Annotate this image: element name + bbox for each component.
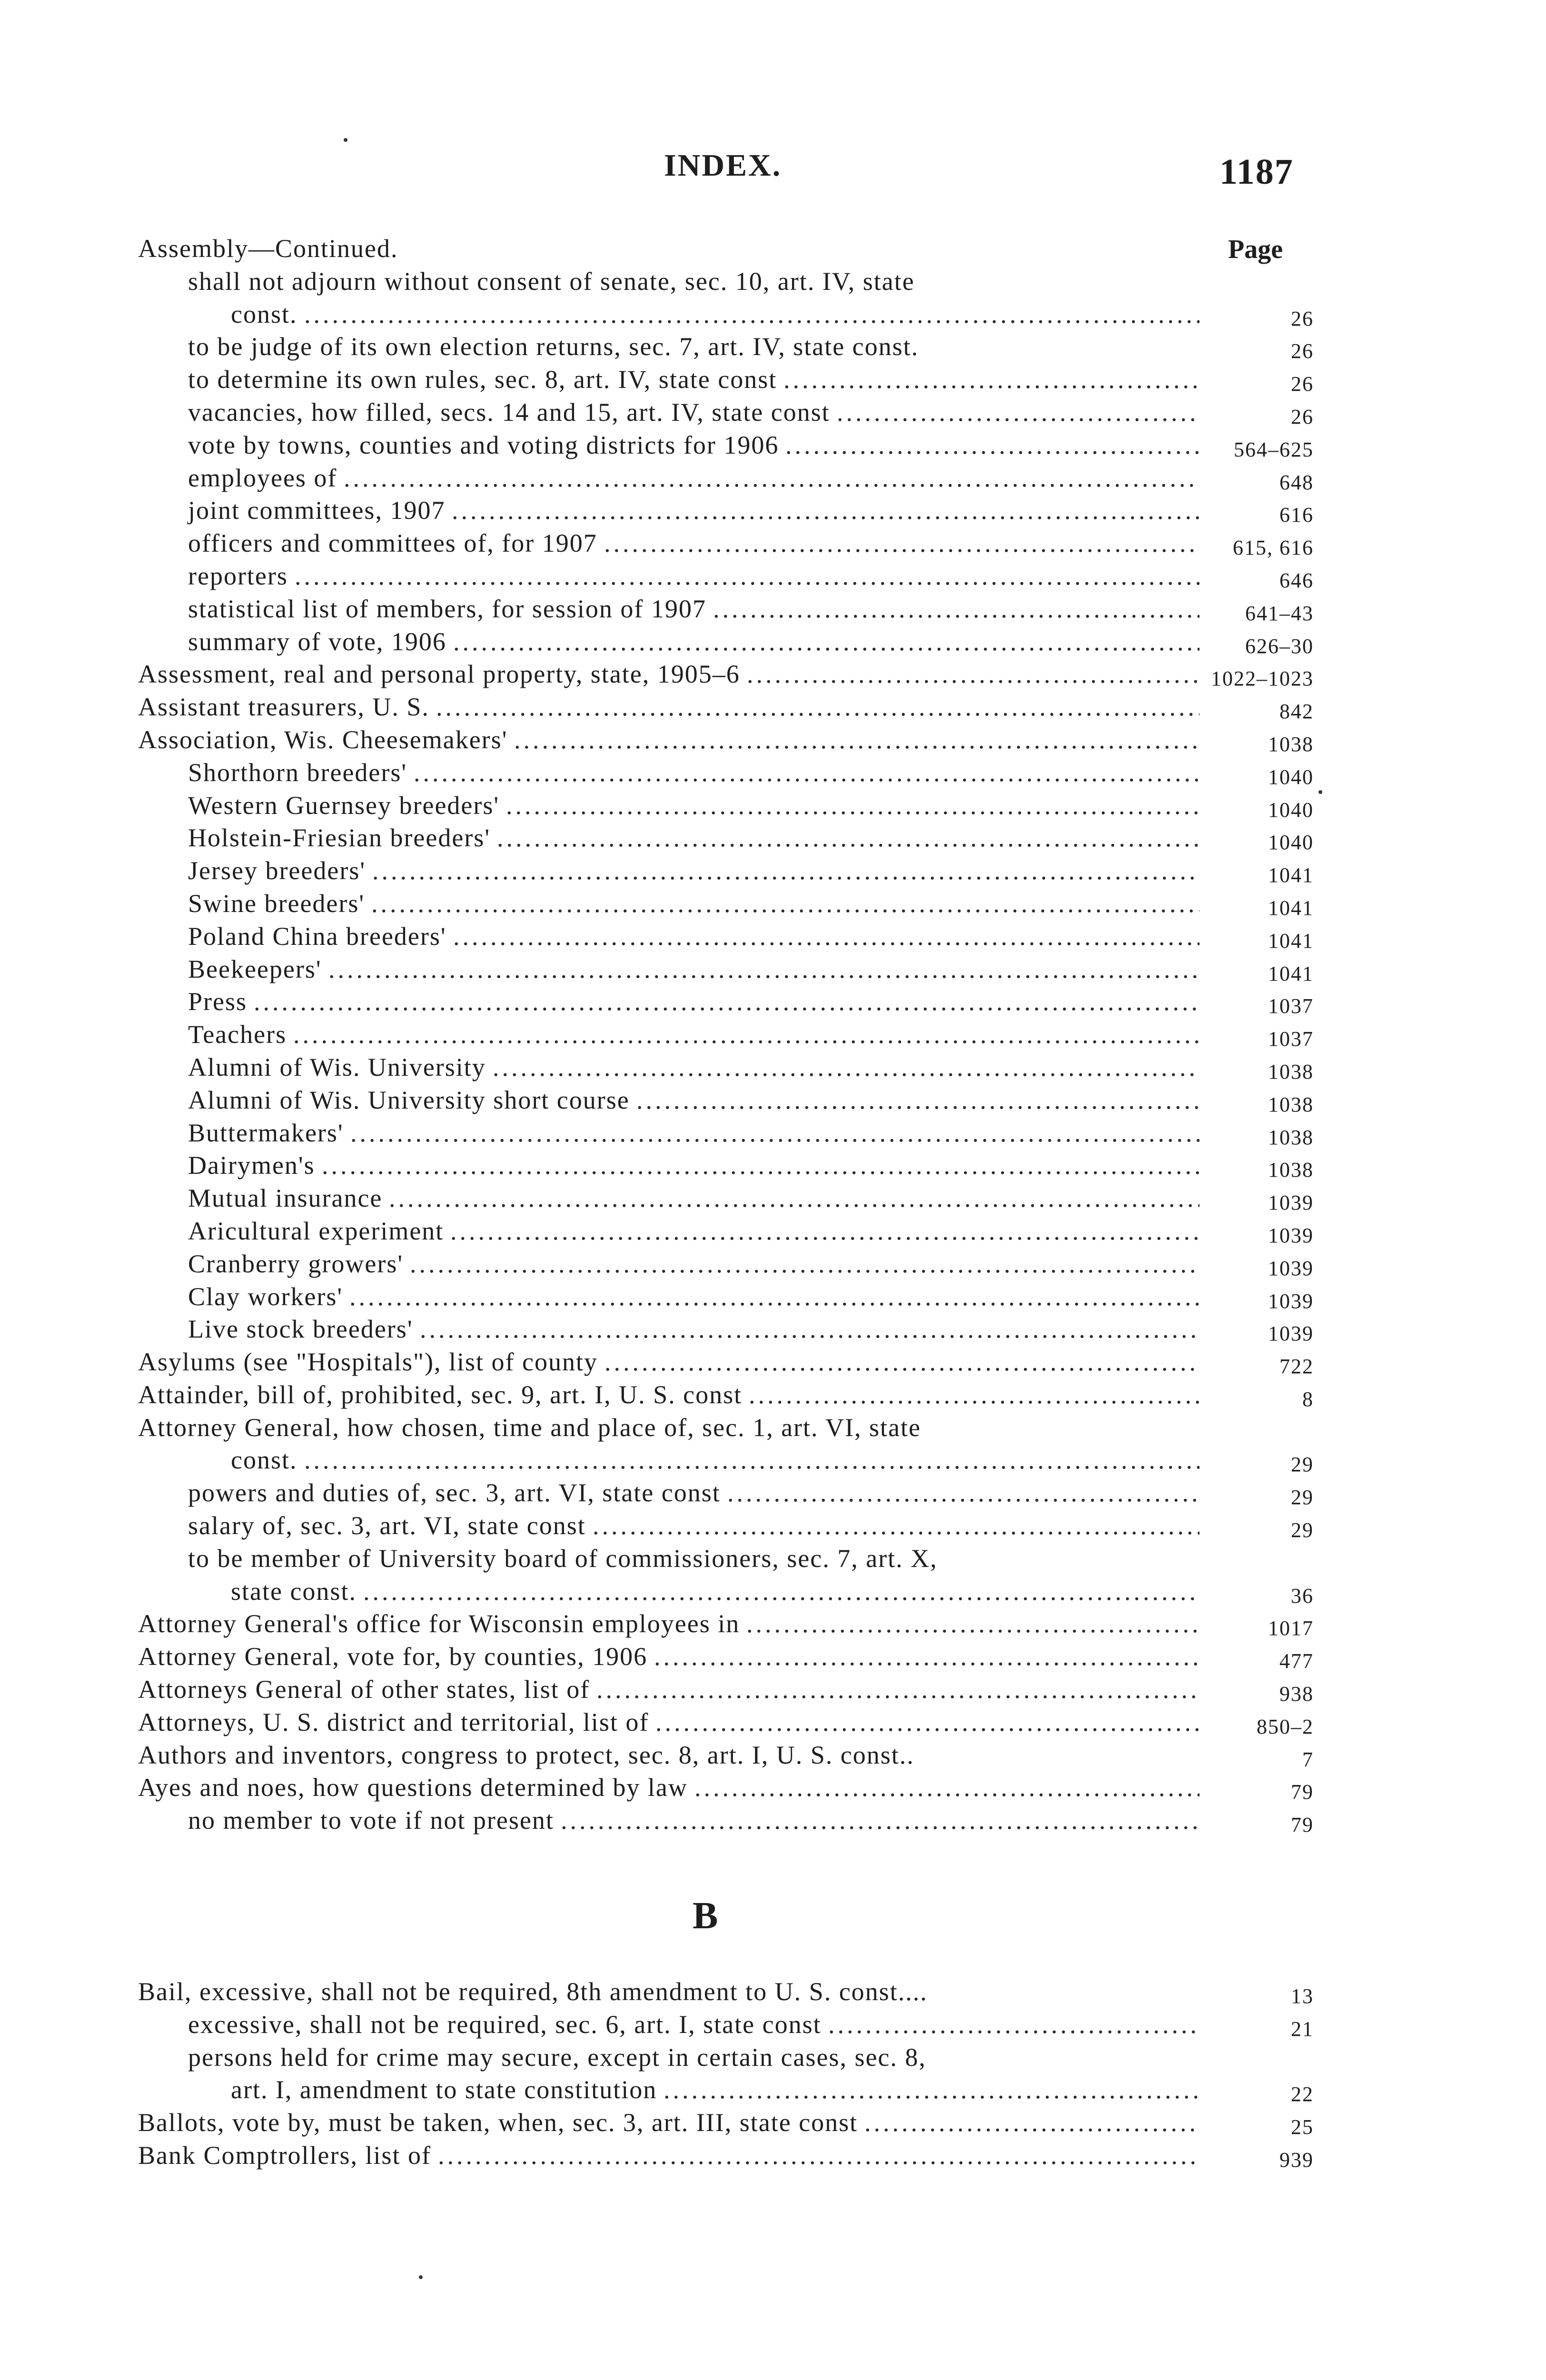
dot-leader: [561, 1804, 1199, 1837]
dot-leader: [350, 1117, 1199, 1150]
entry-text: Attorney General, how chosen, time and place of, sec. 1, art. VI, state: [138, 1413, 921, 1442]
entry-text: state const.: [231, 1577, 357, 1606]
index-entry: [138, 1248, 1318, 1280]
entry-page-ref: 850–2: [1257, 1715, 1314, 1738]
entry-page-ref: 1038: [1268, 1060, 1314, 1083]
dot-leader: [372, 854, 1199, 887]
dot-leader: [493, 1051, 1199, 1084]
index-entry: [138, 887, 1318, 920]
dot-leader: [389, 1182, 1199, 1215]
dot-leader: [450, 1215, 1199, 1248]
entry-page-ref: 646: [1279, 568, 1314, 592]
index-entry: [138, 1346, 1318, 1378]
entry-text: excessive, shall not be required, sec. 6, art. I, state const: [188, 2010, 822, 2039]
entry-page-ref: 36: [1291, 1584, 1314, 1607]
dot-leader: [349, 1280, 1199, 1313]
entry-text: Teachers: [188, 1020, 287, 1049]
entry-text: Assessment, real and personal property, state, 1905–6: [138, 660, 740, 689]
index-entry: [138, 2041, 1318, 2074]
entry-text: statistical list of members, for session of 1907: [188, 594, 706, 623]
index-entry: [138, 593, 1318, 625]
dot-leader: [713, 593, 1199, 625]
entry-text: Ballots, vote by, must be taken, when, sec. 3, art. III, state const: [138, 2108, 858, 2137]
page-number: 1187: [1219, 152, 1294, 192]
dot-leader: [664, 2073, 1199, 2106]
entry-page-ref: 1041: [1268, 929, 1314, 952]
dot-leader: [304, 298, 1199, 331]
entry-page-ref: 1039: [1268, 1191, 1314, 1215]
entry-text: Cranberry growers': [188, 1249, 404, 1278]
dot-leader: [727, 1477, 1199, 1509]
entry-page-ref: 1041: [1268, 863, 1314, 887]
entry-page-ref: 1022–1023: [1211, 667, 1314, 691]
entry-text: Alumni of Wis. University short course: [188, 1085, 630, 1114]
dot-leader: [453, 920, 1199, 953]
dot-leader: [654, 1640, 1199, 1673]
index-entry: [138, 1149, 1318, 1182]
entry-page-ref: 1039: [1268, 1289, 1314, 1313]
index-entry: [138, 527, 1318, 560]
entry-page-ref: 1038: [1268, 1125, 1314, 1149]
index-entry: [138, 953, 1318, 986]
entry-page-ref: 26: [1291, 405, 1314, 428]
entry-text: joint committees, 1907: [188, 496, 446, 525]
entry-page-ref: 26: [1291, 339, 1314, 363]
section-letter-b: B: [693, 1895, 718, 1937]
entry-text: salary of, sec. 3, art. VI, state const: [188, 1511, 586, 1540]
entry-page-ref: 939: [1279, 2148, 1314, 2172]
entry-page-ref: 1040: [1268, 798, 1314, 822]
entry-text: Holstein-Friesian breeders': [188, 823, 491, 853]
entry-text: Live stock breeders': [188, 1315, 413, 1344]
index-entry: [138, 560, 1318, 593]
entry-page-ref: 1017: [1268, 1616, 1314, 1640]
entry-page-ref: 648: [1279, 470, 1314, 494]
entry-text: no member to vote if not present: [188, 1806, 554, 1835]
entry-text: Alumni of Wis. University: [188, 1052, 486, 1081]
entry-text: Attainder, bill of, prohibited, sec. 9, art. I, U. S. const: [138, 1380, 743, 1409]
entry-page-ref: 615, 616: [1233, 536, 1314, 560]
dot-leader: [837, 396, 1199, 429]
entry-page-ref: 641–43: [1245, 601, 1314, 625]
entry-text: const.: [231, 1446, 297, 1475]
index-entry: [138, 2073, 1318, 2106]
dot-leader: [694, 1771, 1199, 1804]
entry-text: Attorneys General of other states, list of: [138, 1675, 590, 1704]
index-entry: [138, 1477, 1318, 1509]
dot-leader: [344, 462, 1199, 495]
entry-text: reporters: [188, 561, 288, 590]
entry-page-ref: 626–30: [1245, 634, 1314, 658]
index-entry: [138, 2008, 1318, 2041]
index-entry: [138, 1771, 1318, 1804]
dot-leader: [295, 560, 1199, 593]
index-entry: [138, 2139, 1318, 2172]
paper-speck: [344, 138, 347, 142]
dot-leader: [783, 363, 1199, 396]
entry-text: Asylums (see "Hospitals"), list of county: [138, 1348, 598, 1377]
entry-text: shall not adjourn without consent of senate, sec. 10, art. IV, state: [188, 267, 915, 296]
entry-page-ref: 1041: [1268, 962, 1314, 985]
entry-text: Attorneys, U. S. district and territorial, list of: [138, 1707, 649, 1736]
entry-page-ref: 1038: [1268, 1092, 1314, 1116]
entry-text: art. I, amendment to state constitution: [231, 2075, 657, 2104]
dot-leader: [655, 1706, 1199, 1739]
index-entry: [138, 1411, 1318, 1444]
index-entry: [138, 756, 1318, 789]
entry-page-ref: 79: [1291, 1780, 1314, 1804]
dot-leader: [436, 691, 1199, 724]
index-entry: [138, 985, 1318, 1018]
entry-page-ref: 1040: [1268, 765, 1314, 789]
entry-text: persons held for crime may secure, except in certain cases, sec. 8,: [188, 2043, 926, 2072]
index-entry: [138, 265, 1318, 298]
index-entry: [138, 1607, 1318, 1640]
entry-text: powers and duties of, sec. 3, art. VI, state const: [188, 1478, 721, 1507]
index-entry: [138, 1444, 1318, 1477]
dot-leader: [293, 1018, 1199, 1051]
index-entry: [138, 1640, 1318, 1673]
dot-leader: [363, 1575, 1199, 1608]
index-entry: [138, 1378, 1318, 1411]
index-entry: [138, 625, 1318, 658]
entry-text: Mutual insurance: [188, 1184, 383, 1213]
entry-text: Aricultural experiment: [188, 1216, 444, 1245]
dot-leader: [497, 822, 1199, 854]
entry-page-ref: 29: [1291, 1518, 1314, 1542]
dot-leader: [605, 1346, 1199, 1378]
entry-page-ref: 842: [1279, 700, 1314, 724]
entry-text: Assembly—Continued.: [138, 234, 398, 263]
dot-leader: [453, 625, 1199, 658]
entry-text: Dairymen's: [188, 1151, 315, 1180]
index-entry: [138, 1739, 1318, 1772]
entry-page-ref: 21: [1291, 2017, 1314, 2041]
entry-page-ref: 616: [1279, 503, 1314, 527]
index-entry: [138, 1542, 1318, 1575]
index-entry: [138, 2106, 1318, 2139]
index-entry: [138, 691, 1318, 724]
entry-text: Press: [188, 987, 248, 1016]
entry-page-ref: 1039: [1268, 1256, 1314, 1280]
index-entries-b: [138, 1975, 1318, 2172]
entry-text: Bail, excessive, shall not be required, 8th amendment to U. S. const....: [138, 1977, 928, 2006]
dot-leader: [604, 527, 1199, 560]
entry-page-ref: 22: [1291, 2082, 1314, 2106]
index-entry: [138, 854, 1318, 887]
entry-text: officers and committees of, for 1907: [188, 529, 597, 558]
index-entries-a: [138, 232, 1318, 1837]
dot-leader: [371, 887, 1199, 920]
entry-text: Clay workers': [188, 1282, 343, 1311]
entry-page-ref: 1039: [1268, 1322, 1314, 1346]
entry-page-ref: 26: [1291, 372, 1314, 396]
index-entry: [138, 462, 1318, 495]
entry-text: const.: [231, 299, 297, 328]
entry-page-ref: 1041: [1268, 896, 1314, 920]
entry-text: to determine its own rules, sec. 8, art. IV, state const: [188, 365, 777, 394]
entry-text: Jersey breeders': [188, 856, 366, 885]
index-entry: [138, 429, 1318, 462]
index-entry: [138, 1051, 1318, 1084]
index-entry: [138, 724, 1318, 756]
entry-text: Association, Wis. Cheesemakers': [138, 725, 508, 754]
dot-leader: [322, 1149, 1199, 1182]
entry-page-ref: 26: [1291, 307, 1314, 330]
entry-text: to be judge of its own election returns, sec. 7, art. IV, state const.: [188, 332, 919, 361]
dot-leader: [304, 1444, 1199, 1477]
dot-leader: [410, 1248, 1199, 1280]
entry-page-ref: 1039: [1268, 1223, 1314, 1247]
entry-page-ref: 25: [1291, 2115, 1314, 2139]
dot-leader: [452, 494, 1199, 527]
entry-text: Assistant treasurers, U. S.: [138, 693, 429, 722]
entry-text: Buttermakers': [188, 1118, 344, 1147]
entry-text: employees of: [188, 463, 337, 492]
dot-leader: [749, 1378, 1199, 1411]
index-entry: [138, 1509, 1318, 1542]
entry-text: Attorney General, vote for, by counties, 1906: [138, 1642, 648, 1671]
entry-page-ref: 477: [1279, 1649, 1314, 1673]
entry-page-ref: 1038: [1268, 732, 1314, 756]
entry-page-ref: 722: [1279, 1355, 1314, 1378]
entry-text: Ayes and noes, how questions determined by law: [138, 1773, 688, 1802]
entry-page-ref: 13: [1291, 1984, 1314, 2008]
entry-page-ref: 1038: [1268, 1158, 1314, 1182]
entry-page-ref: 8: [1302, 1387, 1314, 1411]
entry-text: vacancies, how filled, secs. 14 and 15, art. IV, state const: [188, 397, 830, 426]
dot-leader: [254, 985, 1199, 1018]
entry-page-ref: 79: [1291, 1813, 1314, 1837]
running-title: INDEX.: [664, 148, 782, 183]
paper-speck: [419, 2275, 423, 2279]
index-entry: [138, 1975, 1318, 2008]
index-entry: [138, 1084, 1318, 1117]
index-entry: [138, 1280, 1318, 1313]
index-entry: [138, 1673, 1318, 1706]
dot-leader: [864, 2106, 1199, 2139]
dot-leader: [828, 2008, 1199, 2041]
dot-leader: [747, 658, 1199, 691]
page-column-label: Page: [1228, 235, 1283, 264]
index-entry: [138, 1706, 1318, 1739]
index-entry: [138, 1804, 1318, 1837]
entry-text: Poland China breeders': [188, 922, 446, 951]
entry-page-ref: 7: [1302, 1747, 1314, 1771]
entry-text: Bank Comptrollers, list of: [138, 2141, 431, 2170]
dot-leader: [414, 756, 1199, 789]
index-entry: [138, 789, 1318, 822]
entry-page-ref: 1037: [1268, 1027, 1314, 1051]
entry-text: Beekeepers': [188, 954, 322, 983]
index-entry: [138, 330, 1318, 363]
index-entry: [138, 396, 1318, 429]
index-entry: [138, 232, 1318, 265]
dot-leader: [438, 2139, 1199, 2172]
dot-leader: [636, 1084, 1199, 1117]
entry-page-ref: 938: [1279, 1682, 1314, 1706]
dot-leader: [596, 1673, 1199, 1706]
index-entry: [138, 1575, 1318, 1608]
entry-page-ref: 1040: [1268, 831, 1314, 854]
index-entry: [138, 1117, 1318, 1150]
dot-leader: [506, 789, 1199, 822]
entry-text: Shorthorn breeders': [188, 758, 407, 787]
dot-leader: [420, 1313, 1199, 1346]
entry-page-ref: 1037: [1268, 994, 1314, 1018]
index-entry: [138, 1215, 1318, 1248]
dot-leader: [328, 953, 1199, 986]
entry-text: Western Guernsey breeders': [188, 791, 500, 820]
entry-page-ref: 29: [1291, 1453, 1314, 1477]
index-entry: [138, 822, 1318, 854]
entry-text: Authors and inventors, congress to protect, sec. 8, art. I, U. S. const..: [138, 1740, 914, 1769]
paper-speck: [1318, 790, 1322, 794]
index-entry: [138, 658, 1318, 691]
index-entry: [138, 298, 1318, 331]
entry-text: to be member of University board of commissioners, sec. 7, art. X,: [188, 1544, 938, 1573]
entry-page-ref: 29: [1291, 1486, 1314, 1509]
entry-text: summary of vote, 1906: [188, 627, 446, 656]
index-entry: [138, 363, 1318, 396]
index-entry: [138, 1313, 1318, 1346]
index-entry: [138, 1182, 1318, 1215]
dot-leader: [785, 429, 1199, 462]
entry-text: vote by towns, counties and voting districts for 1906: [188, 430, 779, 459]
index-entry: [138, 1018, 1318, 1051]
dot-leader: [593, 1509, 1199, 1542]
index-entry: [138, 494, 1318, 527]
dot-leader: [746, 1607, 1199, 1640]
entry-page-ref: 564–625: [1234, 437, 1314, 461]
entry-text: Swine breeders': [188, 889, 365, 918]
index-entry: [138, 920, 1318, 953]
dot-leader: [514, 724, 1199, 756]
entry-text: Attorney General's office for Wisconsin employees in: [138, 1609, 740, 1638]
